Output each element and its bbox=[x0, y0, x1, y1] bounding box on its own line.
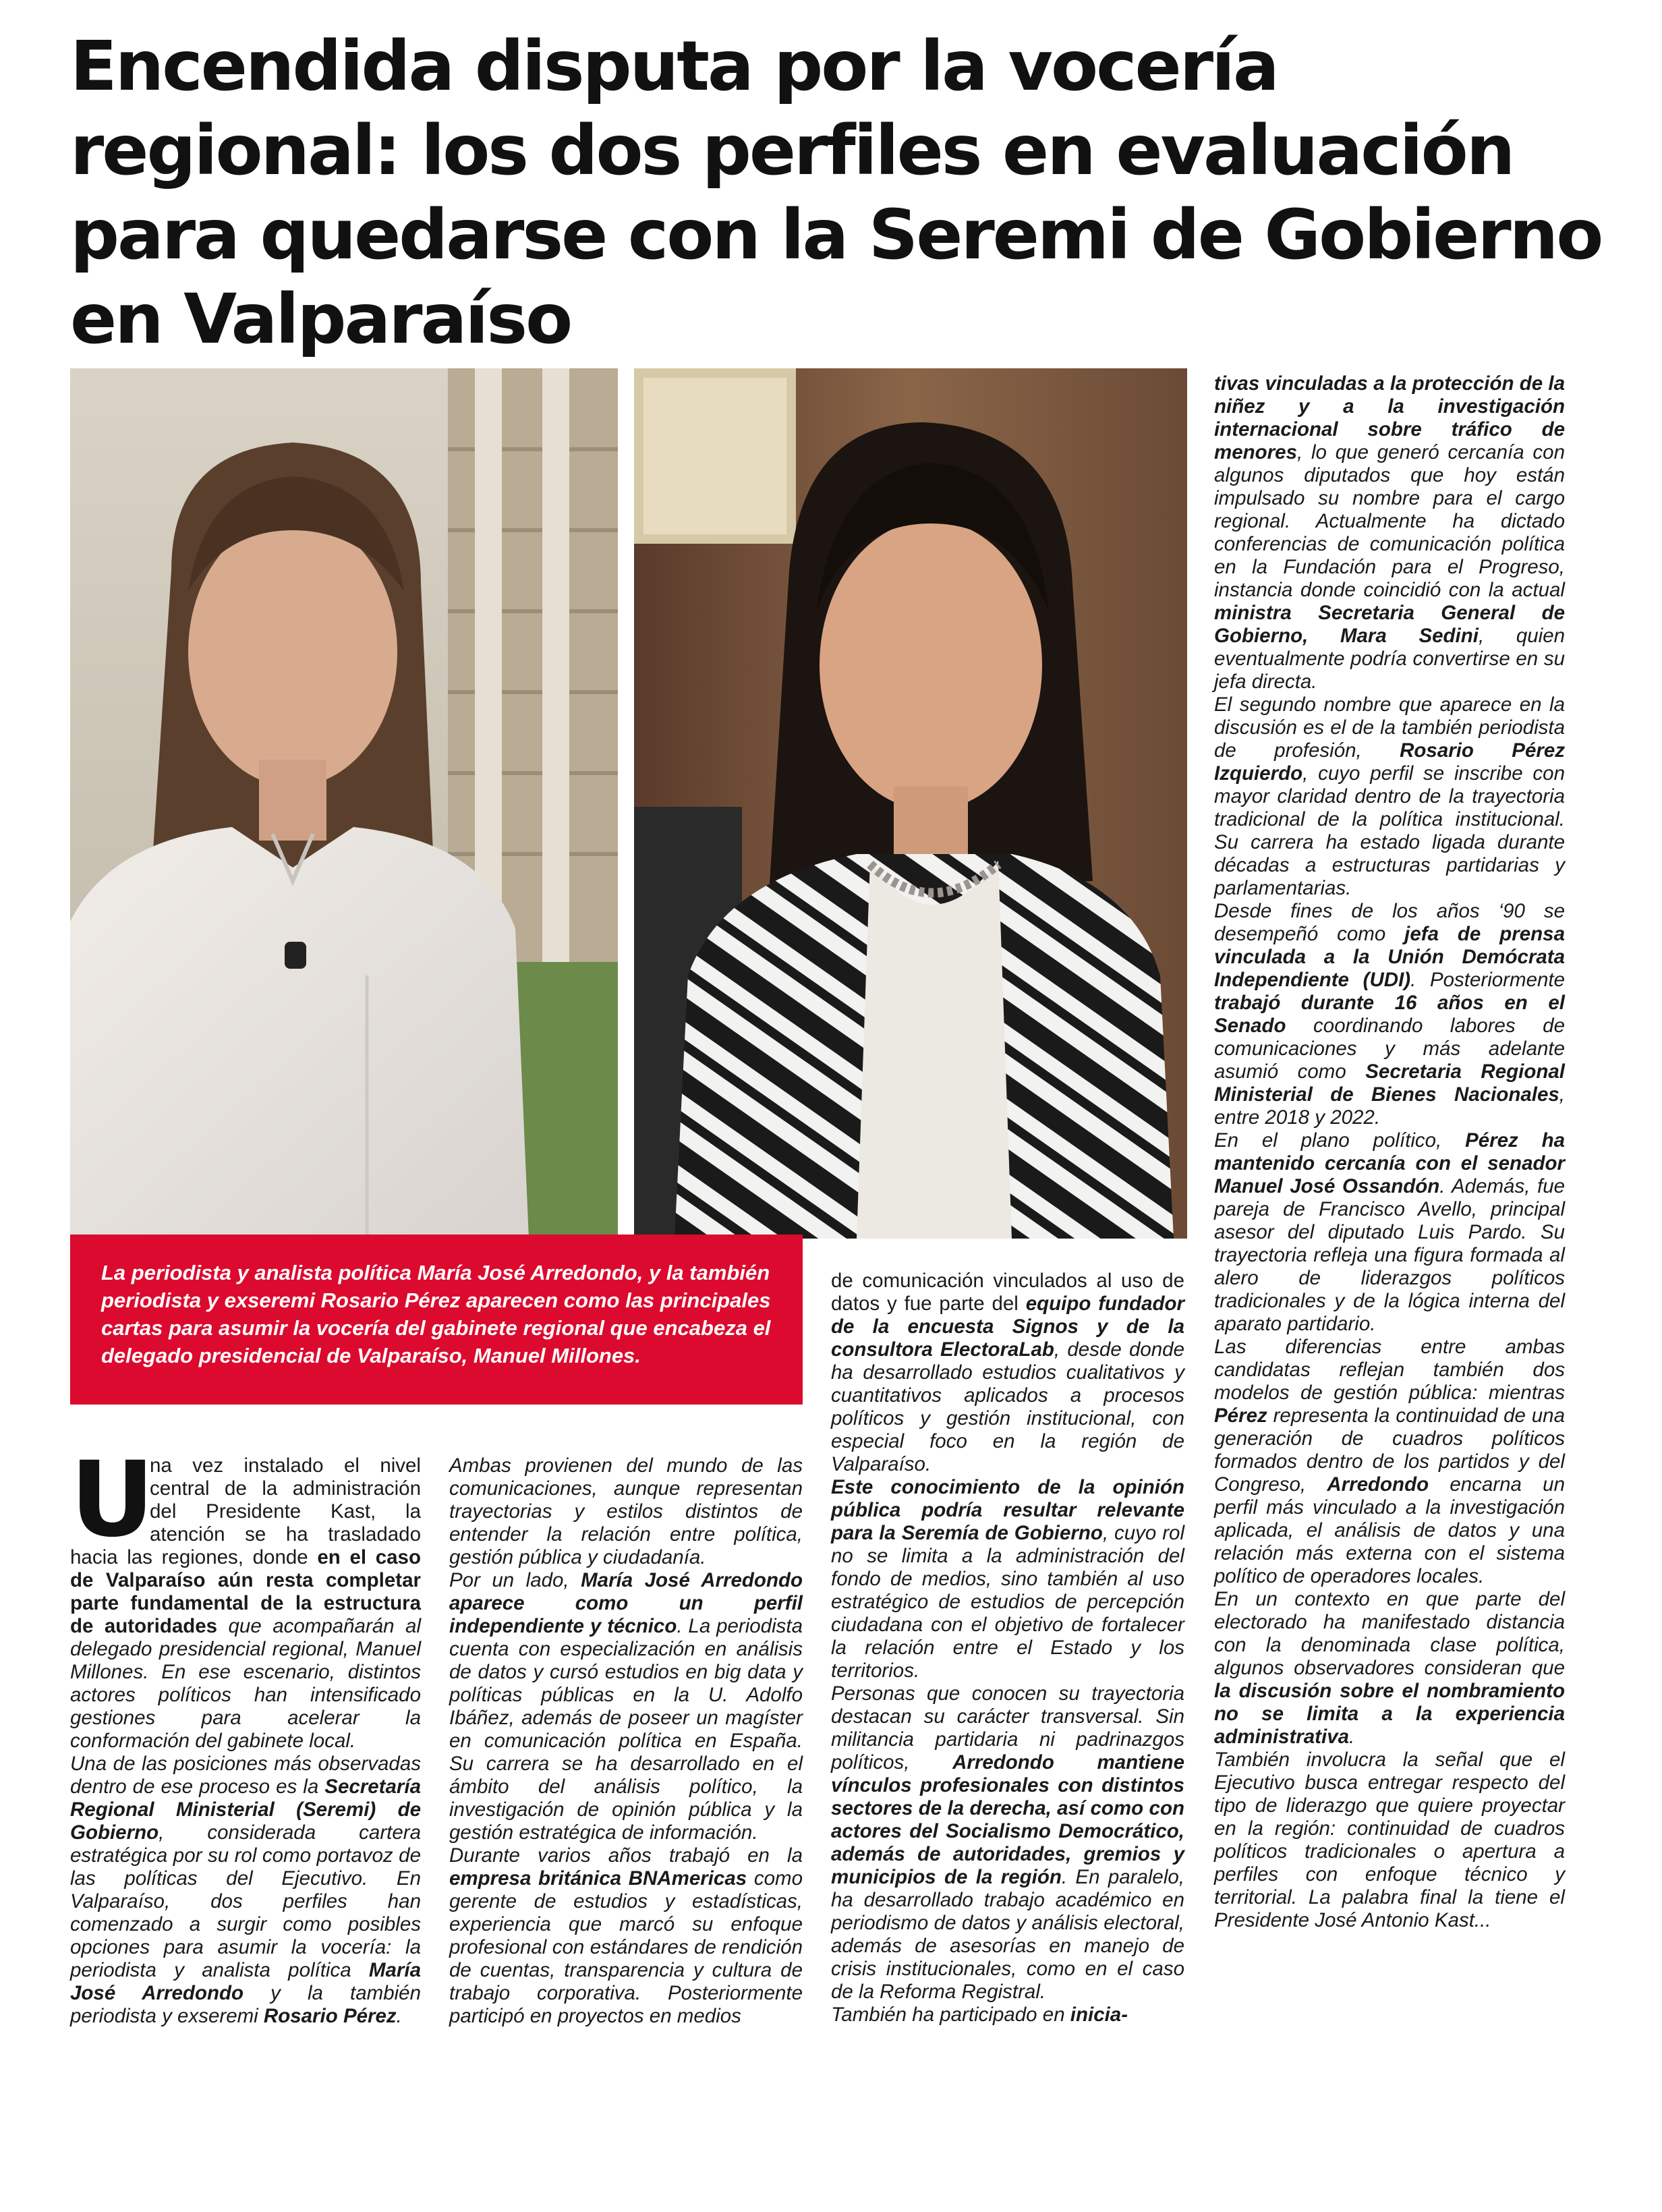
paragraph: Durante varios años trabajó en la empresa británica BNAmericas como gerente de estudios y estadísticas, experiencia que marcó su enfoque profesional con estándares de rendición de cuentas, transparencia y cultura de trabajo corporativa. Posteriormente participó en proyectos en medios bbox=[449, 1844, 803, 2027]
drop-cap: U bbox=[70, 1440, 155, 1560]
paragraph: En un contexto en que parte del electorado ha manifestado distancia con la denominada clase política, algunos observadores consideran que la discusión sobre el nombramiento no se limita a la experiencia administrativa. bbox=[1214, 1588, 1565, 1748]
paragraph: En el plano político, Pérez ha mantenido cercanía con el senador Manuel José Ossandón. Además, fue pareja de Francisco Avello, principal asesor del diputado Luis Pardo. Su trayectoria refleja una figura formada al alero de liderazgos políticos tradicionales y de la lógica interna del aparato partidario. bbox=[1214, 1129, 1566, 1335]
paragraph: Las diferencias entre ambas candidatas reflejan también dos modelos de gestión pública: mientras Pérez representa la continuidad de una generación de cuadros políticos formados dentro de los partidos y del Congreso, Arredondo encarna un perfil más vinculado a la investigación aplicada, el análisis de datos y una relación más externa con el sistema político de operadores locales. bbox=[1214, 1336, 1565, 1587]
paragraph: Personas que conocen su trayectoria destacan su carácter transversal. Sin militancia partidaria ni padrinazgos políticos, Arredondo mantiene vínculos profesionales con distintos sectores de la derecha, así como con actores del Socialismo Democrático, además de autoridades, gremios y municipios de la región. En paralelo, ha desarrollado trabajo académico en periodismo de datos y análisis electoral, además de asesorías en manejo de crisis institucionales, como en el caso de la Reforma Registral. bbox=[831, 1682, 1184, 2003]
article-column-2 bbox=[449, 1454, 803, 2028]
article-column-3 bbox=[831, 1270, 1184, 2026]
paragraph: de comunicación vinculados al uso de datos y fue parte del equipo fundador de la encuesta Signos y de la consultora ElectoraLab, desde donde ha desarrollado estudios cualitativos y cuantitativos aplicados a procesos políticos y gestión institucional, con especial foco en la región de Valparaíso. bbox=[831, 1270, 1185, 1475]
article-column-4 bbox=[1214, 372, 1565, 1932]
photo-rosario-perez bbox=[634, 368, 1187, 1239]
headline: Encendida disputa por la vocería regional: los dos perfiles en evaluación para quedarse con la Seremi de Gobierno en Valparaíso bbox=[70, 26, 1602, 360]
paragraph: También ha participado en inicia- bbox=[831, 2004, 1128, 2026]
paragraph: El segundo nombre que aparece en la discusión es el de la también periodista de profesión, Rosario Pérez Izquierdo, cuyo perfil se inscribe con mayor claridad dentro de la trayectoria tradicional de la política institucional. Su carrera ha estado ligada durante décadas a estructuras partidarias y parlamentarias. bbox=[1214, 693, 1566, 899]
paragraph: Una de las posiciones más observadas dentro de ese proceso es la Secretaría Regional Ministerial (Seremi) de Gobierno, considerada cartera estratégica por su rol como portavoz de las políticas del Ejecutivo. En Valparaíso, dos perfiles han comenzado a surgir como posibles opciones para asumir la vocería: la periodista y analista política María José Arredondo y la también periodista y exseremi Rosario Pérez. bbox=[70, 1753, 421, 2027]
paragraph: na vez instalado el nivel central de la administración del Presidente Kast, la atención se ha trasladado hacia las regiones, donde en el caso de Valparaíso aún resta completar parte fundamental de la estructura de autoridades que acompañarán al delegado presidencial regional, Manuel Millones. En ese escenario, distintos actores políticos han intensificado gestiones para acelerar la conformación del gabinete local. bbox=[70, 1454, 421, 1752]
photo-caption: La periodista y analista política María José Arredondo, y la también periodista y exseremi Rosario Pérez aparecen como las principales cartas para asumir la vocería del gabinete regional que encabeza el delegado presidencial de Valparaíso, Manuel Millones. bbox=[70, 1235, 803, 1405]
paragraph: Desde fines de los años ‘90 se desempeñó como jefa de prensa vinculada a la Unión Demócrata Independiente (UDI). Posteriormente trabajó durante 16 años en el Senado coordinando labores de comunicaciones y más adelante asumió como Secretaria Regional Ministerial de Bienes Nacionales, entre 2018 y 2022. bbox=[1214, 900, 1565, 1129]
paragraph: Ambas provienen del mundo de las comunicaciones, aunque representan trayectorias y estilos distintos de entender la relación entre política, gestión pública y ciudadanía. bbox=[449, 1454, 803, 1568]
paragraph: Por un lado, María José Arredondo aparece como un perfil independiente y técnico. La periodista cuenta con especialización en análisis de datos y cursó estudios en big data y políticas públicas en la U. Adolfo Ibáñez, además de poseer un magíster en comunicación política en España. Su carrera se ha desarrollado en el ámbito del análisis político, la investigación de opinión pública y la gestión estratégica de información. bbox=[449, 1569, 803, 1844]
paragraph: Este conocimiento de la opinión pública podría resultar relevante para la Seremía de Gobierno, cuyo rol no se limita a la administración del fondo de medios, sino también al uso estratégico de estudios de percepción ciudadana con el objetivo de fortalecer la relación entre el Estado y los territorios. bbox=[831, 1476, 1184, 1682]
photo-maria-jose-arredondo bbox=[70, 368, 618, 1239]
paragraph: También involucra la señal que el Ejecutivo busca entregar respecto del tipo de liderazgo que quiere proyectar en la región: continuidad de cuadros políticos tradicionales o apertura a perfiles con enfoque técnico y territorial. La palabra final la tiene el Presidente José Antonio Kast... bbox=[1214, 1749, 1565, 1931]
paragraph: tivas vinculadas a la protección de la niñez y a la investigación internacional sobre tráfico de menores, lo que generó cercanía con algunos diputados que hoy están impulsado su nombre para el cargo regional. Actualmente ha dictado conferencias de comunicación política en la Fundación para el Progreso, instancia donde coincidió con la actual ministra Secretaria General de Gobierno, Mara Sedini, quien eventualmente podría convertirse en su jefa directa. bbox=[1214, 372, 1566, 693]
article-column-1 bbox=[70, 1440, 421, 2028]
